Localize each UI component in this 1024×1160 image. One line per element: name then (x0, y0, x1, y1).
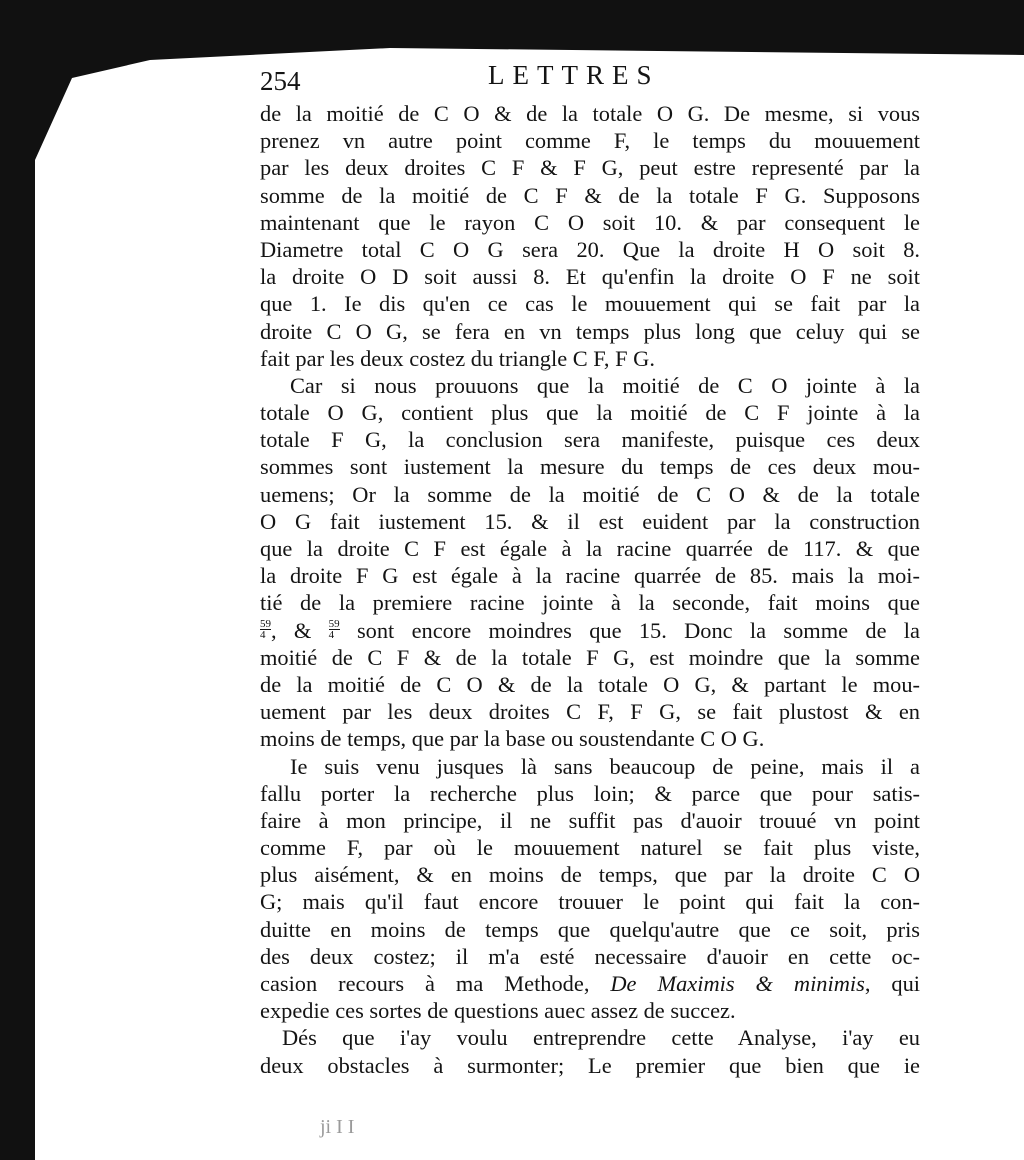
text-fragment: , qui (864, 971, 920, 996)
text-line: fallu porter la recherche plus loin; & parce que pour satis- (260, 780, 920, 806)
text-line: uemens; Or la somme de la moitié de C O & de la totale (260, 481, 920, 507)
italic-title: De Maximis & minimis (610, 971, 865, 996)
page-header (260, 60, 920, 100)
text-line: Car si nous prouuons que la moitié de C O jointe à la (290, 372, 920, 398)
text-line: Diametre total C O G sera 20. Que la droite H O soit 8. (260, 236, 920, 262)
text-fragment: sont encore moindres que 15. Donc la somme de la (356, 617, 920, 643)
text-line: uement par les deux droites C F, F G, se fait plustost & en (260, 699, 920, 725)
text-line: duitte en moins de temps que quelqu'autre que ce soit, pris (260, 916, 920, 942)
text-line: G; mais qu'il faut encore trouuer le point qui fait la con- (260, 889, 920, 915)
text-line: O G fait iustement 15. & il est euident par la construction (260, 508, 920, 534)
text-line: des deux costez; il m'a esté necessaire d'auoir en cette oc- (260, 943, 920, 969)
fraction-joiner: , & (271, 617, 312, 643)
text-line: expedie ces sortes de questions auec assez de succez. (260, 998, 736, 1024)
fraction-numerator: 59 (260, 617, 271, 630)
book-page (260, 60, 920, 1079)
fraction-denominator: 4 (260, 628, 266, 641)
text-line: totale O G, contient plus que la moitié de C F jointe à la (260, 400, 920, 426)
text-line: faire à mon principe, il ne suffit pas d'auoir trouué vn point (260, 807, 920, 833)
italic-line (260, 970, 920, 997)
text-line: par les deux droites C F & F G, peut estre representé par la (260, 155, 920, 181)
text-line: que la droite C F est égale à la racine quarrée de 117. & que (260, 536, 920, 561)
text-line: que 1. Ie dis qu'en ce cas le mouuement qui se fait par la (260, 291, 920, 317)
text-line: la droite F G est égale à la racine quarrée de 85. mais la moi- (260, 563, 920, 589)
text-line: deux obstacles à surmonter; Le premier que bien que ie (260, 1052, 920, 1078)
text-line: de la moitié de C O & de la totale O G. De mesme, si vous (260, 101, 920, 126)
body-text (260, 100, 920, 1079)
fraction-line (260, 617, 920, 644)
text-line: somme de la moitié de C F & de la totale F G. Supposons (260, 182, 920, 208)
fraction (329, 619, 340, 640)
text-line: moitié de C F & de la totale F G, est moindre que la somme (260, 644, 920, 670)
text-line: Dés que i'ay voulu entreprendre cette Analyse, i'ay eu (282, 1025, 920, 1051)
text-line: tié de la premiere racine jointe à la seconde, fait moins que (260, 590, 920, 616)
fraction (260, 619, 271, 640)
text-line: moins de temps, que par la base ou soustendante C O G. (260, 726, 765, 752)
running-title: LETTRES (488, 60, 660, 90)
text-line: maintenant que le rayon C O soit 10. & par consequent le (260, 209, 920, 235)
text-line: de la moitié de C O & de la totale O G, & partant le mou- (260, 671, 920, 697)
text-line: plus aisément, & en moins de temps, que par la droite C O (260, 862, 920, 888)
text-line: totale F G, la conclusion sera manifeste, puisque ces deux (260, 427, 920, 453)
fraction-denominator: 4 (328, 628, 335, 641)
text-line: fait par les deux costez du triangle C F, F G. (260, 345, 655, 371)
text-line: la droite O D soit aussi 8. Et qu'enfin la droite O F ne soit (260, 264, 920, 290)
text-line: droite C O G, se fera en vn temps plus long que celuy qui se (260, 318, 920, 344)
show-through-mark: ji I I (320, 1116, 355, 1138)
text-line: prenez vn autre point comme F, le temps du mouuement (260, 128, 920, 154)
text-line: sommes sont iustement la mesure du temps de ces deux mou- (260, 454, 920, 480)
text-line: Ie suis venu jusques là sans beaucoup de peine, mais il a (290, 753, 920, 779)
text-fragment: casion recours à ma Methode, (260, 971, 590, 996)
text-line: comme F, par où le mouuement naturel se fait plus viste, (260, 835, 920, 861)
page-number: 254 (260, 66, 301, 96)
fraction-numerator: 59 (328, 617, 340, 630)
